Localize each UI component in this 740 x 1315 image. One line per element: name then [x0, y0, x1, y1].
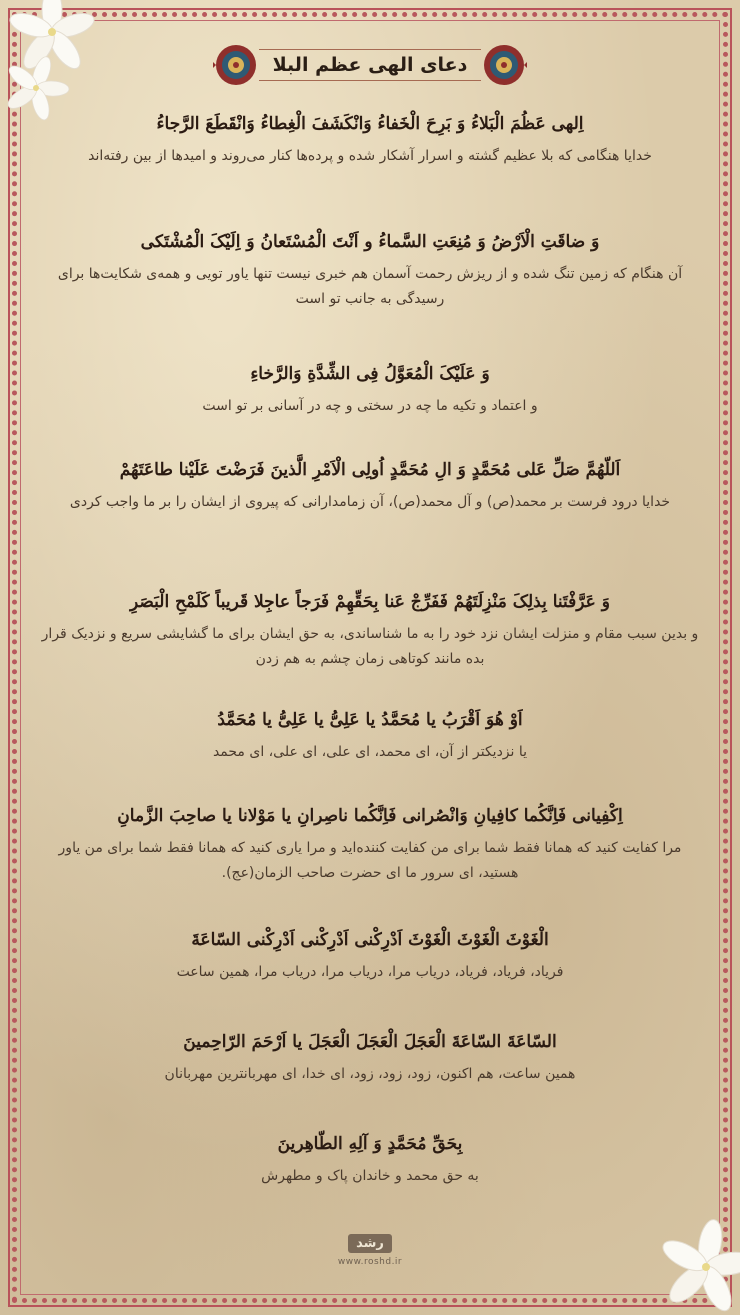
verse-6 [40, 706, 700, 765]
arabic-text: اَللّهُمَّ صَلِّ عَلی مُحَمَّدٍ وَ الِ مُحَمَّدٍ اُولِی الْاَمْرِ الَّذینَ فَرَضْتَ عَلَیْنا طاعَتَهُمْ [119, 460, 621, 480]
logo-url: www.roshd.ir [337, 1257, 403, 1267]
persian-translation: خدایا هنگامی که بلا عظیم گشته و اسرار آشکار شده و پرده‌ها کنار می‌روند و امیدها از بین رفته‌اند [88, 148, 652, 164]
arabic-text: الْغَوْثَ الْغَوْثَ الْغَوْثَ اَدْرِکْنی اَدْرِکْنی اَدْرِکْنی السّاعَةَ [191, 930, 549, 950]
title-header [0, 42, 740, 88]
persian-translation: یا نزدیکتر از آن، ای محمد، ای علی، ای علی، ای محمد [212, 744, 528, 760]
logo-mark: رشد [348, 1234, 392, 1253]
persian-translation: مرا کفایت کنید که همانا فقط شما برای من کفایت کننده‌اید و مرا یاری کنید که همانا فقط شما برای من یاور هستید، ای سرور ما ای حضرت صاحب الزمان(عج). [58, 840, 682, 881]
arabic-text: السّاعَةَ السّاعَةَ الْعَجَلَ الْعَجَلَ الْعَجَلَ یا اَرْحَمَ الرّاحِمینَ [183, 1032, 557, 1052]
verse-5 [40, 588, 700, 672]
ornament-icon-left [213, 42, 259, 88]
persian-translation: و اعتماد و تکیه ما چه در سختی و چه در آسانی بر تو است [202, 398, 538, 414]
verse-3 [40, 360, 700, 419]
verse-8 [40, 926, 700, 985]
verse-7 [40, 802, 700, 886]
roshd-logo [0, 1232, 740, 1267]
page-title: دعای الهی عظم البلا [259, 49, 482, 81]
verse-2 [40, 228, 700, 312]
verse-9 [40, 1028, 700, 1087]
arabic-text: بِحَقِّ مُحَمَّدٍ وَ آلِهِ الطّاهِرینَ [277, 1134, 463, 1154]
persian-translation: فریاد، فریاد، فریاد، دریاب مرا، دریاب مرا، دریاب مرا، همین ساعت [176, 964, 564, 980]
persian-translation: همین ساعت، هم اکنون، زود، زود، زود، ای خدا، ای مهربانترین مهربانان [164, 1066, 576, 1082]
arabic-text: وَ عَلَیْکَ الْمُعَوَّلُ فِی الشِّدَّةِ وَالرَّخاءِ [250, 364, 490, 384]
arabic-text: اِلهی عَظُمَ الْبَلاءُ وَ بَرِحَ الْخَفاءُ وَانْکَشَفَ الْغِطاءُ وَانْقَطَعَ الرَّجاءُ [156, 114, 584, 134]
persian-translation: خدایا درود فرست بر محمد(ص) و آل محمد(ص)، آن زمامدارانی که پیروی از ایشان را بر ما واجب کردی [69, 494, 671, 510]
persian-translation: آن هنگام که زمین تنگ شده و از ریزش رحمت آسمان هم خبری نیست تنها یاور تویی و همه‌ی شکایت‌ها برای رسیدگی به جانب تو است [57, 266, 683, 307]
arabic-text: وَ عَرَّفْتَنا بِذلِکَ مَنْزِلَتَهُمْ فَفَرِّجْ عَنا بِحَقِّهِمْ فَرَجاً عاجِلا قَریباً کَلَمْحِ الْبَصَرِ [130, 592, 610, 612]
arabic-text: اَوْ هُوَ اَقْرَبُ یا مُحَمَّدُ یا عَلِیُّ یا عَلِیُّ یا مُحَمَّدُ [217, 710, 523, 730]
verse-list [40, 100, 700, 1235]
persian-translation: و بدین سبب مقام و منزلت ایشان نزد خود را به ما شناساندی، به حق ایشان برای ما گشایشی سریع و نزدیک قرار بده مانند کوتاهی زمان چشم به هم زدن [41, 626, 699, 667]
verse-10 [40, 1130, 700, 1189]
persian-translation: به حق محمد و خاندان پاک و مطهرش [261, 1168, 479, 1184]
verse-4 [40, 456, 700, 515]
verse-1 [40, 110, 700, 169]
ornament-icon-right [481, 42, 527, 88]
arabic-text: اِکْفِیانی فَاِنَّکُما کافِیانِ وَانْصُرانی فَاِنَّکُما ناصِرانِ یا مَوْلانا یا صاحِبَ الزَّمانِ [117, 806, 623, 826]
arabic-text: وَ ضاقَتِ الْاَرْضُ وَ مُنِعَتِ السَّماءُ و اَنْتَ الْمُسْتَعانُ وَ اِلَیْکَ الْمُشْتَکی [140, 232, 600, 252]
